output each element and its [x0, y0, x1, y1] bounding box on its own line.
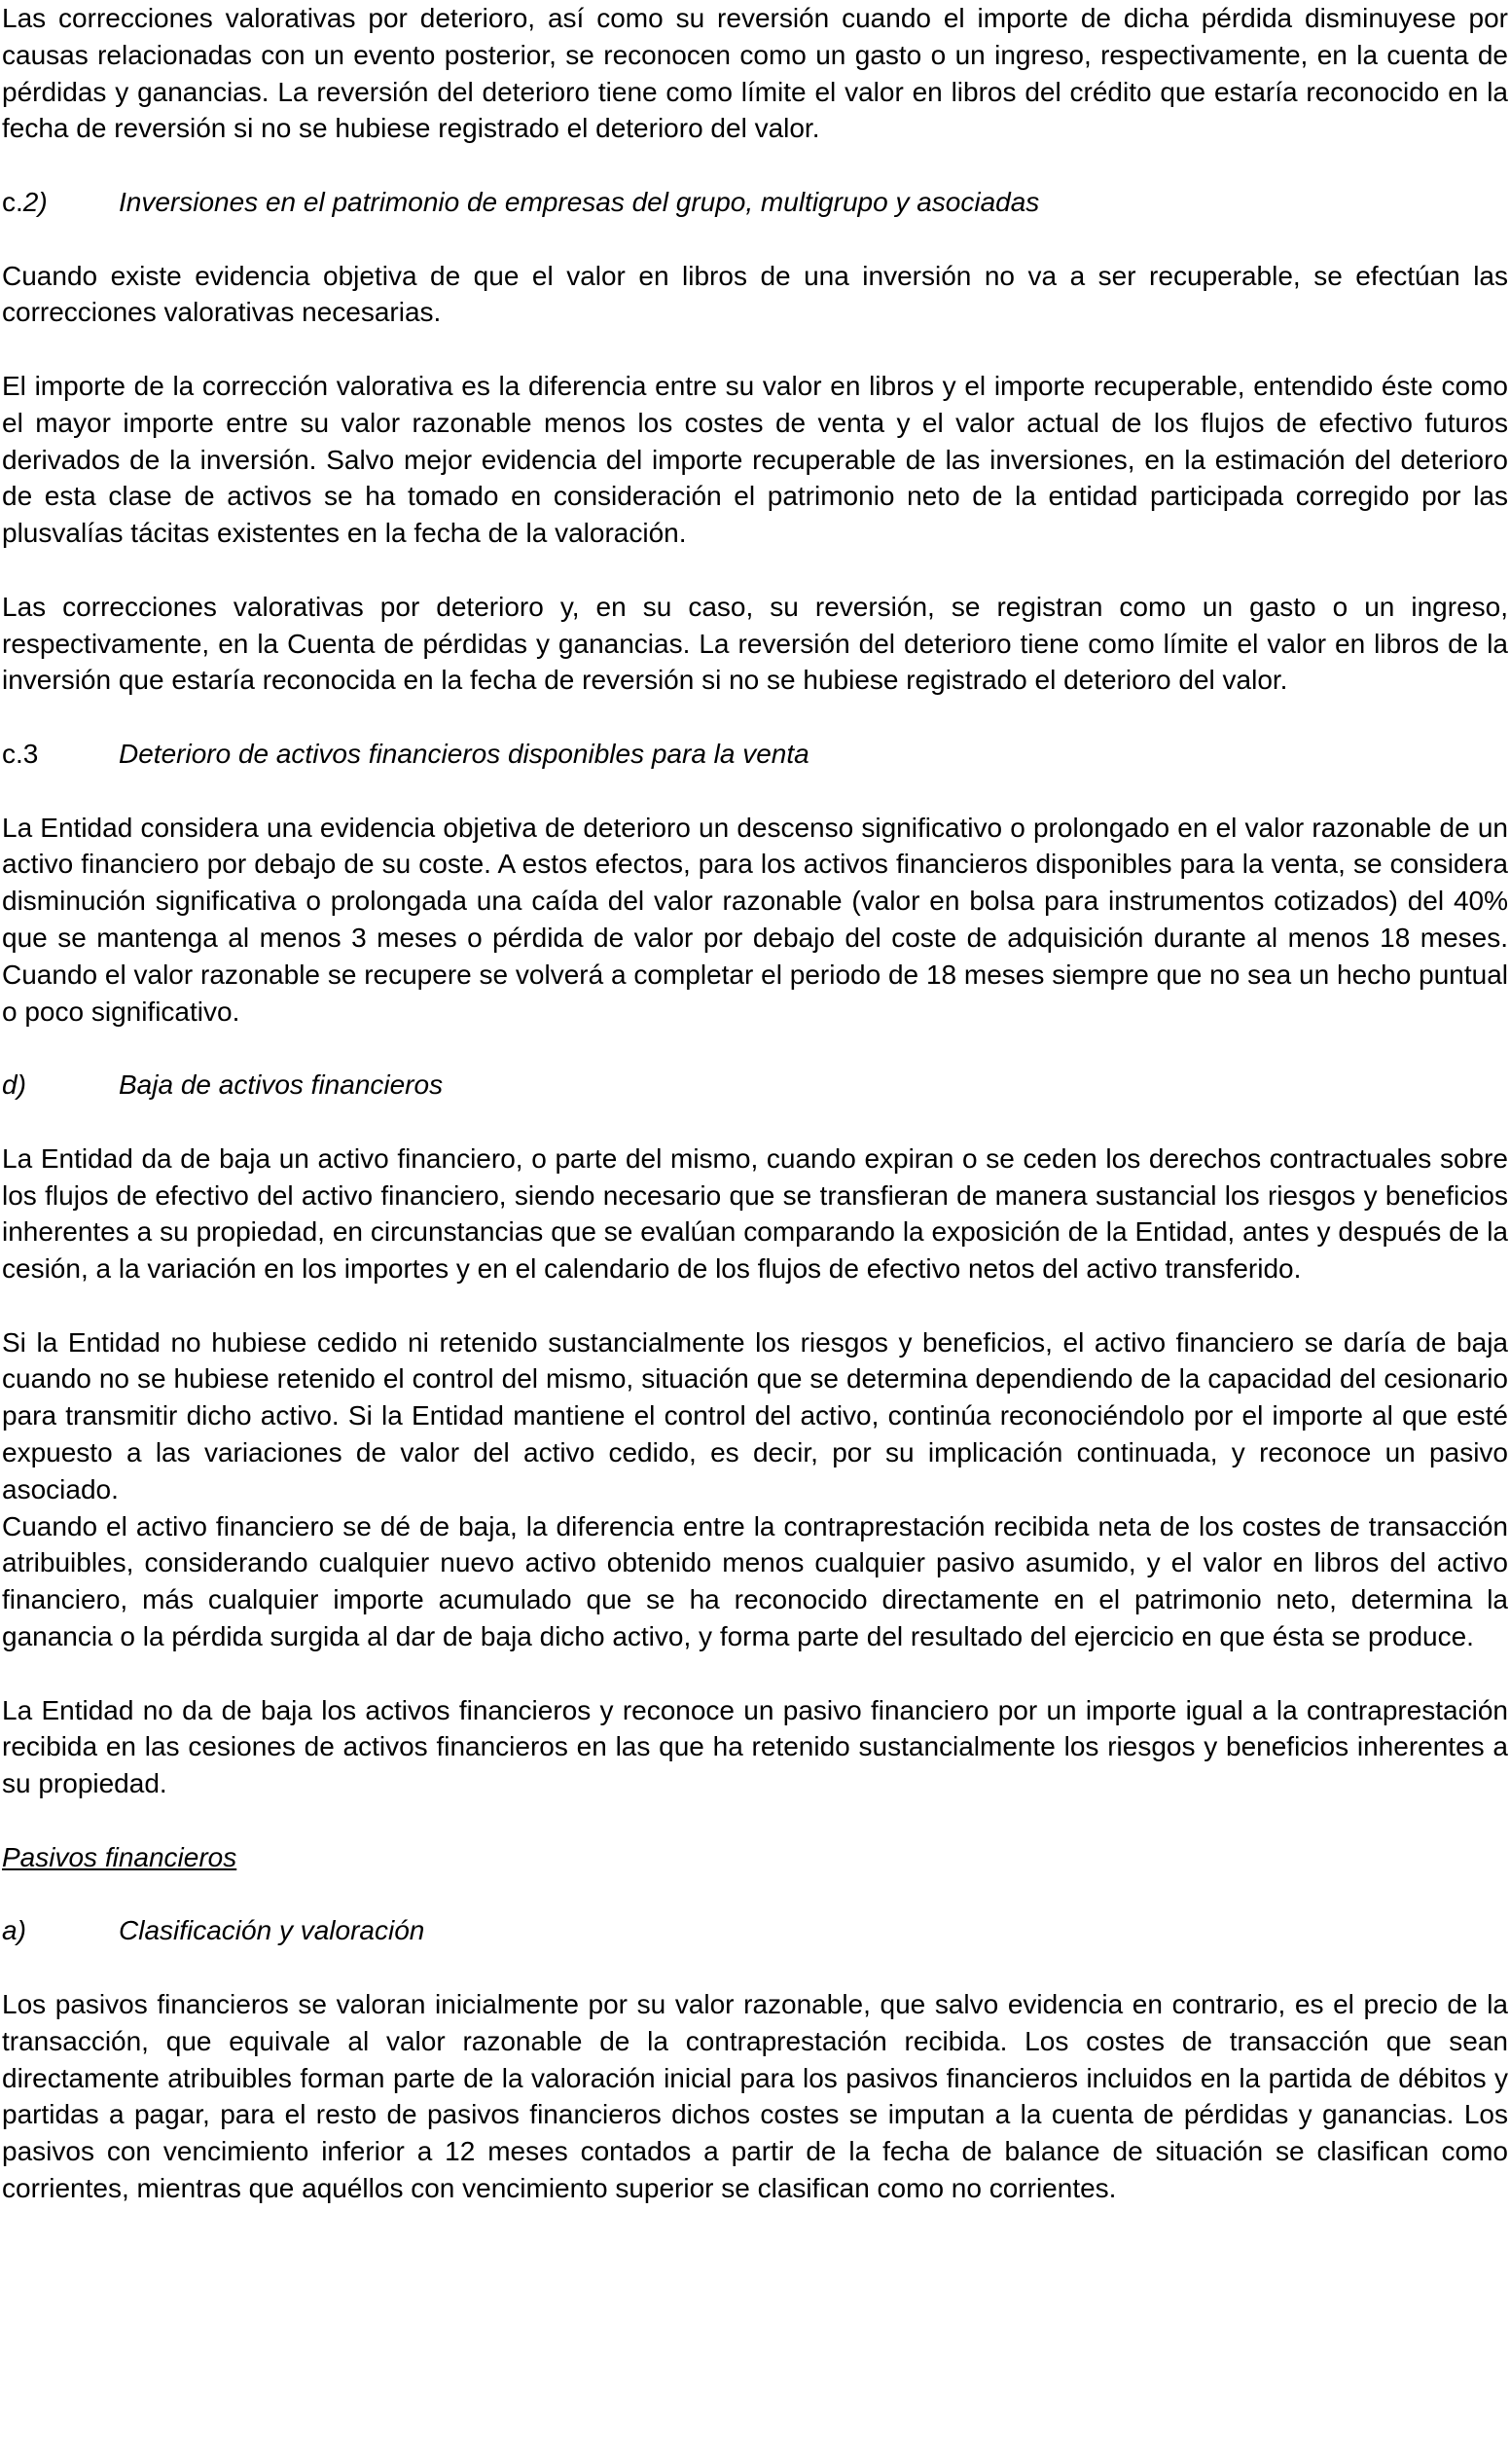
paragraph-correcciones-registro: Las correcciones valorativas por deterioro y, en su caso, su reversión, se registran como un gasto o un ingreso, respectivamente, en la Cuenta de pérdidas y ganancias. La reversión del deterioro tiene como límite el valor en libros de la inversión que estaría reconocida en la fecha de reversión si no se hubiese registrado el deterioro del valor. [2, 591, 1508, 696]
paragraph-no-baja: La Entidad no da de baja los activos financieros y reconoce un pasivo financiero por un importe igual a la contraprestación recibida en las cesiones de activos financieros en las que ha retenido sustancialmente los riesgos y beneficios inherentes a su propiedad. [2, 1694, 1508, 1799]
heading-d-number: d) [2, 1069, 26, 1101]
subtitle-pasivos-financieros: Pasivos financieros [2, 1841, 237, 1872]
paragraph-deterioro-reversion: Las correcciones valorativas por deterioro, así como su reversión cuando el importe de dicha pérdida disminuyese por causas relacionadas con un evento posterior, se reconocen como un gasto o un ingreso, respectivamente, en la cuenta de pérdidas y ganancias. La reversión del deterioro tiene como límite el valor en libros del crédito que estaría reconocido en la fecha de reversión si no se hubiese registrado el deterioro del valor. [2, 3, 1508, 144]
heading-d-title: Baja de activos financieros [119, 1069, 444, 1101]
heading-c2 [2, 184, 1508, 221]
paragraph-contraprestacion: Cuando el activo financiero se dé de baja, la diferencia entre la contraprestación recibida neta de los costes de transacción atribuibles, considerando cualquier nuevo activo obtenido menos cualquier pasivo asumido, y el valor en libros del activo financiero, más cualquier importe acumulado que se ha reconocido directamente en el patrimonio neto, determina la ganancia o la pérdida surgida al dar de baja dicho activo, y forma parte del resultado del ejercicio en que ésta se produce. [2, 1510, 1508, 1652]
heading-d [2, 1067, 1508, 1104]
heading-a [2, 1912, 1508, 1949]
document-page [2, 0, 1508, 2207]
heading-c2-number: c.2) [2, 186, 48, 217]
heading-a-number: a) [2, 1915, 26, 1946]
heading-c2-title: Inversiones en el patrimonio de empresas del grupo, multigrupo y asociadas [119, 186, 1040, 217]
heading-c3 [2, 736, 1508, 773]
heading-a-title: Clasificación y valoración [119, 1915, 425, 1946]
paragraph-pasivos-valoracion: Los pasivos financieros se valoran inicialmente por su valor razonable, que salvo evidencia en contrario, es el precio de la transacción, que equivale al valor razonable de la contraprestación recibida. Los costes de transacción que sean directamente atribuibles forman parte de la valoración inicial para los pasivos financieros incluidos en la partida de débitos y partidas a pagar, para el resto de pasivos financieros dichos costes se imputan a la cuenta de pérdidas y ganancias. Los pasivos con vencimiento inferior a 12 meses contados a partir de la fecha de balance de situación se clasifican como corrientes, mientras que aquéllos con vencimiento superior se clasifican como no corrientes. [2, 1989, 1508, 2204]
paragraph-baja-activo: La Entidad da de baja un activo financiero, o parte del mismo, cuando expiran o se ceden los derechos contractuales sobre los flujos de efectivo del activo financiero, siendo necesario que se transfieran de manera sustancial los riesgos y beneficios inherentes a su propiedad, en circunstancias que se evalúan comparando la exposición de la Entidad, antes y después de la cesión, a la variación en los importes y en el calendario de los flujos de efectivo netos del activo transferido. [2, 1142, 1508, 1285]
paragraph-importe-correccion: El importe de la corrección valorativa es la diferencia entre su valor en libros y el importe recuperable, entendido éste como el mayor importe entre su valor razonable menos los costes de venta y el valor actual de los flujos de efectivo futuros derivados de la inversión. Salvo mejor evidencia del importe recuperable de las inversiones, en la estimación del deterioro de esta clase de activos se ha tomado en consideración el patrimonio neto de la entidad participada corregido por las plusvalías tácitas existentes en la fecha de la valoración. [2, 370, 1508, 549]
heading-c3-number: c.3 [2, 738, 39, 769]
heading-c3-title: Deterioro de activos financieros disponibles para la venta [119, 738, 809, 769]
paragraph-evidencia-deterioro: La Entidad considera una evidencia objetiva de deterioro un descenso significativo o prolongado en el valor razonable de un activo financiero por debajo de su coste. A estos efectos, para los activos financieros disponibles para la venta, se considera disminución significativa o prolongada una caída del valor razonable (valor en bolsa para instrumentos cotizados) del 40% que se mantenga al menos 3 meses o pérdida de valor por debajo del coste de adquisición durante al menos 18 meses. Cuando el valor razonable se recupere se volverá a completar el periodo de 18 meses siempre que no sea un hecho puntual o poco significativo. [2, 812, 1508, 1027]
paragraph-cesion-riesgos: Si la Entidad no hubiese cedido ni retenido sustancialmente los riesgos y beneficios, el activo financiero se daría de baja cuando no se hubiese retenido el control del mismo, situación que se determina dependiendo de la capacidad del cesionario para transmitir dicho activo. Si la Entidad mantiene el control del activo, continúa reconociéndolo por el importe al que esté expuesto a las variaciones de valor del activo cedido, es decir, por su implicación continuada, y reconoce un pasivo asociado. [2, 1326, 1508, 1504]
paragraph-evidencia-objetiva: Cuando existe evidencia objetiva de que el valor en libros de una inversión no va a ser recuperable, se efectúan las correcciones valorativas necesarias. [2, 260, 1508, 328]
